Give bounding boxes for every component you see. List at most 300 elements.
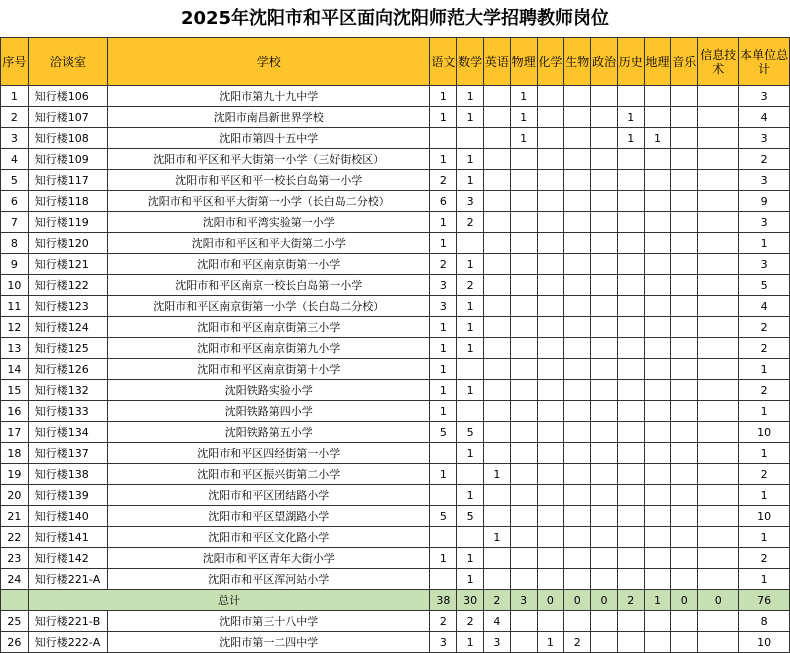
cell-history — [617, 233, 644, 254]
cell-physics — [510, 401, 537, 422]
table-row — [1, 569, 790, 590]
cell-biology — [564, 296, 591, 317]
cell-politics — [591, 527, 618, 548]
cell-politics — [591, 128, 618, 149]
cell-seq: 16 — [1, 401, 29, 422]
cell-music — [671, 233, 698, 254]
cell-history — [617, 296, 644, 317]
cell-history — [617, 149, 644, 170]
cell-it — [698, 485, 739, 506]
cell-math: 1 — [457, 149, 484, 170]
cell-it — [698, 275, 739, 296]
cell-biology — [564, 275, 591, 296]
cell-english — [484, 86, 511, 107]
cell-math: 2 — [457, 212, 484, 233]
cell-english — [484, 443, 511, 464]
cell-physics — [510, 632, 537, 653]
cell-physics — [510, 338, 537, 359]
table-row — [1, 317, 790, 338]
cell-history — [617, 212, 644, 233]
cell-seq: 4 — [1, 149, 29, 170]
cell-english — [484, 233, 511, 254]
cell-history — [617, 527, 644, 548]
cell-room: 知行楼137 — [28, 443, 107, 464]
cell-music — [671, 128, 698, 149]
cell-english — [484, 107, 511, 128]
cell-biology — [564, 191, 591, 212]
cell-music — [671, 464, 698, 485]
cell-geography — [644, 464, 671, 485]
cell-total: 9 — [739, 191, 790, 212]
cell-physics: 1 — [510, 107, 537, 128]
cell-total: 2 — [739, 548, 790, 569]
cell-math: 1 — [457, 86, 484, 107]
cell-room: 知行楼121 — [28, 254, 107, 275]
cell-total: 5 — [739, 275, 790, 296]
cell-school: 沈阳市和平区和平大街第一小学（三好街校区） — [108, 149, 430, 170]
cell-physics: 1 — [510, 86, 537, 107]
cell-politics — [591, 443, 618, 464]
cell-chemistry — [537, 275, 564, 296]
cell-english — [484, 548, 511, 569]
cell-history — [617, 548, 644, 569]
cell-history — [617, 485, 644, 506]
cell-total: 4 — [739, 296, 790, 317]
cell-seq: 21 — [1, 506, 29, 527]
cell-total: 10 — [739, 632, 790, 653]
header-total: 本单位总计 — [739, 38, 790, 86]
cell-chinese: 1 — [430, 149, 457, 170]
cell-chemistry — [537, 233, 564, 254]
cell-seq: 6 — [1, 191, 29, 212]
cell-total: 2 — [739, 149, 790, 170]
cell-politics — [591, 569, 618, 590]
cell-history — [617, 401, 644, 422]
cell-music — [671, 149, 698, 170]
cell-history — [617, 254, 644, 275]
cell-chemistry — [537, 443, 564, 464]
cell-politics — [591, 359, 618, 380]
cell-seq: 20 — [1, 485, 29, 506]
cell-biology: 2 — [564, 632, 591, 653]
cell-it — [698, 569, 739, 590]
total-english: 2 — [484, 590, 511, 611]
cell-total: 2 — [739, 464, 790, 485]
cell-chinese: 6 — [430, 191, 457, 212]
cell-history: 1 — [617, 128, 644, 149]
cell-english — [484, 191, 511, 212]
cell-chemistry — [537, 422, 564, 443]
cell-seq: 9 — [1, 254, 29, 275]
cell-biology — [564, 380, 591, 401]
header-chinese: 语文 — [430, 38, 457, 86]
cell-total: 1 — [739, 359, 790, 380]
cell-physics — [510, 149, 537, 170]
cell-geography — [644, 422, 671, 443]
cell-seq: 23 — [1, 548, 29, 569]
table-row — [1, 380, 790, 401]
cell-school: 沈阳市和平区和平大街第一小学（长白岛二分校） — [108, 191, 430, 212]
cell-it — [698, 506, 739, 527]
cell-seq: 5 — [1, 170, 29, 191]
total-chemistry: 0 — [537, 590, 564, 611]
cell-chemistry — [537, 569, 564, 590]
cell-total: 3 — [739, 86, 790, 107]
cell-school: 沈阳铁路第五小学 — [108, 422, 430, 443]
cell-geography — [644, 275, 671, 296]
cell-biology — [564, 401, 591, 422]
cell-english — [484, 170, 511, 191]
cell-room: 知行楼134 — [28, 422, 107, 443]
cell-room: 知行楼221-A — [28, 569, 107, 590]
cell-physics — [510, 569, 537, 590]
cell-room: 知行楼123 — [28, 296, 107, 317]
cell-geography — [644, 212, 671, 233]
cell-physics — [510, 527, 537, 548]
cell-chinese: 1 — [430, 86, 457, 107]
header-history: 历史 — [617, 38, 644, 86]
total-geography: 1 — [644, 590, 671, 611]
cell-room: 知行楼142 — [28, 548, 107, 569]
cell-chemistry — [537, 107, 564, 128]
cell-history — [617, 275, 644, 296]
cell-music — [671, 422, 698, 443]
cell-biology — [564, 212, 591, 233]
cell-history — [617, 569, 644, 590]
cell-seq: 25 — [1, 611, 29, 632]
cell-physics — [510, 443, 537, 464]
cell-history — [617, 464, 644, 485]
cell-math: 1 — [457, 632, 484, 653]
cell-seq: 17 — [1, 422, 29, 443]
cell-chinese — [430, 128, 457, 149]
cell-physics: 1 — [510, 128, 537, 149]
cell-math: 1 — [457, 485, 484, 506]
cell-school: 沈阳市和平区南京街第一小学 — [108, 254, 430, 275]
cell-math: 2 — [457, 611, 484, 632]
cell-politics — [591, 485, 618, 506]
cell-chinese: 5 — [430, 422, 457, 443]
cell-biology — [564, 359, 591, 380]
cell-politics — [591, 233, 618, 254]
cell-seq: 2 — [1, 107, 29, 128]
cell-music — [671, 359, 698, 380]
cell-chinese: 2 — [430, 254, 457, 275]
cell-total: 2 — [739, 317, 790, 338]
cell-school: 沈阳市和平区浑河站小学 — [108, 569, 430, 590]
cell-chemistry — [537, 338, 564, 359]
cell-politics — [591, 317, 618, 338]
cell-school: 沈阳市和平区望湖路小学 — [108, 506, 430, 527]
cell-seq: 10 — [1, 275, 29, 296]
table-row — [1, 506, 790, 527]
table-row — [1, 275, 790, 296]
table-row — [1, 485, 790, 506]
table-row — [1, 212, 790, 233]
cell-it — [698, 464, 739, 485]
table-row — [1, 107, 790, 128]
cell-room: 知行楼141 — [28, 527, 107, 548]
cell-english: 1 — [484, 527, 511, 548]
cell-geography — [644, 632, 671, 653]
cell-english — [484, 338, 511, 359]
cell-music — [671, 443, 698, 464]
cell-total: 10 — [739, 422, 790, 443]
cell-geography — [644, 380, 671, 401]
cell-chinese: 1 — [430, 548, 457, 569]
cell-politics — [591, 254, 618, 275]
cell-chinese: 1 — [430, 401, 457, 422]
cell-seq: 24 — [1, 569, 29, 590]
cell-total: 1 — [739, 443, 790, 464]
cell-geography — [644, 86, 671, 107]
cell-geography — [644, 548, 671, 569]
cell-english — [484, 401, 511, 422]
recruitment-table — [0, 37, 790, 653]
cell-geography — [644, 359, 671, 380]
cell-chemistry — [537, 485, 564, 506]
cell-biology — [564, 317, 591, 338]
cell-physics — [510, 170, 537, 191]
total-physics: 3 — [510, 590, 537, 611]
cell-politics — [591, 422, 618, 443]
cell-chinese — [430, 527, 457, 548]
cell-chemistry — [537, 317, 564, 338]
cell-total: 1 — [739, 401, 790, 422]
cell-geography — [644, 569, 671, 590]
cell-politics — [591, 464, 618, 485]
cell-geography — [644, 611, 671, 632]
cell-math: 1 — [457, 443, 484, 464]
cell-geography — [644, 191, 671, 212]
cell-history — [617, 338, 644, 359]
cell-it — [698, 611, 739, 632]
cell-chinese — [430, 443, 457, 464]
total-history: 2 — [617, 590, 644, 611]
cell-total: 2 — [739, 380, 790, 401]
cell-it — [698, 254, 739, 275]
cell-physics — [510, 548, 537, 569]
header-seq: 序号 — [1, 38, 29, 86]
cell-it — [698, 527, 739, 548]
cell-it — [698, 548, 739, 569]
cell-geography — [644, 338, 671, 359]
cell-english — [484, 254, 511, 275]
header-geography: 地理 — [644, 38, 671, 86]
cell-school: 沈阳市和平区青年大街小学 — [108, 548, 430, 569]
cell-politics — [591, 632, 618, 653]
cell-geography — [644, 506, 671, 527]
cell-politics — [591, 380, 618, 401]
cell-room: 知行楼118 — [28, 191, 107, 212]
cell-math: 3 — [457, 191, 484, 212]
cell-room: 知行楼106 — [28, 86, 107, 107]
header-it: 信息技术 — [698, 38, 739, 86]
cell-room: 知行楼132 — [28, 380, 107, 401]
cell-politics — [591, 611, 618, 632]
header-physics: 物理 — [510, 38, 537, 86]
cell-english — [484, 485, 511, 506]
header-music: 音乐 — [671, 38, 698, 86]
cell-total: 3 — [739, 128, 790, 149]
table-row — [1, 170, 790, 191]
cell-it — [698, 380, 739, 401]
cell-chemistry — [537, 254, 564, 275]
cell-math: 1 — [457, 317, 484, 338]
cell-it — [698, 338, 739, 359]
cell-room: 知行楼125 — [28, 338, 107, 359]
cell-chemistry — [537, 170, 564, 191]
table-row — [1, 443, 790, 464]
cell-math: 1 — [457, 380, 484, 401]
cell-school: 沈阳市和平区四经街第一小学 — [108, 443, 430, 464]
cell-english — [484, 275, 511, 296]
total-biology: 0 — [564, 590, 591, 611]
cell-math: 1 — [457, 296, 484, 317]
cell-chinese: 3 — [430, 275, 457, 296]
cell-biology — [564, 338, 591, 359]
cell-english — [484, 506, 511, 527]
cell-physics — [510, 464, 537, 485]
cell-english — [484, 317, 511, 338]
cell-chinese: 1 — [430, 107, 457, 128]
cell-physics — [510, 233, 537, 254]
cell-geography — [644, 296, 671, 317]
header-math: 数学 — [457, 38, 484, 86]
cell-it — [698, 422, 739, 443]
table-row — [1, 128, 790, 149]
cell-chemistry — [537, 296, 564, 317]
total-row — [1, 590, 790, 611]
cell-it — [698, 317, 739, 338]
cell-chemistry — [537, 611, 564, 632]
total-label: 总计 — [28, 590, 430, 611]
page-title: 2025年沈阳市和平区面向沈阳师范大学招聘教师岗位 — [180, 8, 610, 29]
table-row — [1, 149, 790, 170]
table-row — [1, 527, 790, 548]
cell-school: 沈阳市和平湾实验第一小学 — [108, 212, 430, 233]
cell-music — [671, 296, 698, 317]
cell-total: 1 — [739, 233, 790, 254]
table-row — [1, 359, 790, 380]
cell-biology — [564, 149, 591, 170]
cell-history — [617, 191, 644, 212]
cell-total: 3 — [739, 212, 790, 233]
cell-biology — [564, 422, 591, 443]
cell-chemistry — [537, 527, 564, 548]
cell-physics — [510, 275, 537, 296]
cell-physics — [510, 254, 537, 275]
cell-chinese: 2 — [430, 611, 457, 632]
total-politics: 0 — [591, 590, 618, 611]
cell-biology — [564, 485, 591, 506]
cell-politics — [591, 506, 618, 527]
cell-total: 1 — [739, 485, 790, 506]
cell-room: 知行楼140 — [28, 506, 107, 527]
cell-it — [698, 212, 739, 233]
cell-math — [457, 527, 484, 548]
cell-school: 沈阳市和平区和平大街第二小学 — [108, 233, 430, 254]
cell-politics — [591, 170, 618, 191]
cell-chinese: 5 — [430, 506, 457, 527]
cell-politics — [591, 275, 618, 296]
cell-chinese: 1 — [430, 233, 457, 254]
cell-total: 10 — [739, 506, 790, 527]
cell-music — [671, 317, 698, 338]
cell-music — [671, 86, 698, 107]
cell-chemistry — [537, 86, 564, 107]
cell-seq: 11 — [1, 296, 29, 317]
cell-physics — [510, 422, 537, 443]
cell-it — [698, 128, 739, 149]
cell-music — [671, 506, 698, 527]
cell-room: 知行楼109 — [28, 149, 107, 170]
cell-history — [617, 359, 644, 380]
cell-chemistry — [537, 359, 564, 380]
cell-math — [457, 401, 484, 422]
cell-geography — [644, 485, 671, 506]
cell-physics — [510, 611, 537, 632]
cell-chinese: 2 — [430, 170, 457, 191]
header-chemistry: 化学 — [537, 38, 564, 86]
cell-physics — [510, 296, 537, 317]
cell-math: 1 — [457, 254, 484, 275]
header-row — [1, 38, 790, 86]
cell-room: 知行楼119 — [28, 212, 107, 233]
cell-chemistry — [537, 380, 564, 401]
cell-history — [617, 170, 644, 191]
cell-school: 沈阳市和平区文化路小学 — [108, 527, 430, 548]
cell-seq: 8 — [1, 233, 29, 254]
cell-politics — [591, 149, 618, 170]
cell-music — [671, 380, 698, 401]
table-row — [1, 233, 790, 254]
cell-room: 知行楼221-B — [28, 611, 107, 632]
cell-it — [698, 170, 739, 191]
table-row — [1, 464, 790, 485]
cell-chemistry: 1 — [537, 632, 564, 653]
cell-room: 知行楼139 — [28, 485, 107, 506]
cell-english — [484, 359, 511, 380]
cell-biology — [564, 170, 591, 191]
cell-school: 沈阳市和平区南京一校长白岛第一小学 — [108, 275, 430, 296]
table-row — [1, 338, 790, 359]
cell-geography — [644, 149, 671, 170]
cell-history — [617, 443, 644, 464]
cell-it — [698, 149, 739, 170]
cell-it — [698, 296, 739, 317]
table-row — [1, 422, 790, 443]
cell-english — [484, 380, 511, 401]
cell-english — [484, 296, 511, 317]
cell-chemistry — [537, 212, 564, 233]
table-row — [1, 611, 790, 632]
cell-chemistry — [537, 128, 564, 149]
cell-chemistry — [537, 401, 564, 422]
cell-music — [671, 548, 698, 569]
cell-biology — [564, 548, 591, 569]
cell-geography: 1 — [644, 128, 671, 149]
cell-school: 沈阳市第三十八中学 — [108, 611, 430, 632]
cell-chinese: 1 — [430, 317, 457, 338]
table-row — [1, 191, 790, 212]
cell-seq: 3 — [1, 128, 29, 149]
cell-chinese: 1 — [430, 464, 457, 485]
table-row — [1, 632, 790, 653]
cell-english: 3 — [484, 632, 511, 653]
cell-physics — [510, 191, 537, 212]
cell-history — [617, 632, 644, 653]
